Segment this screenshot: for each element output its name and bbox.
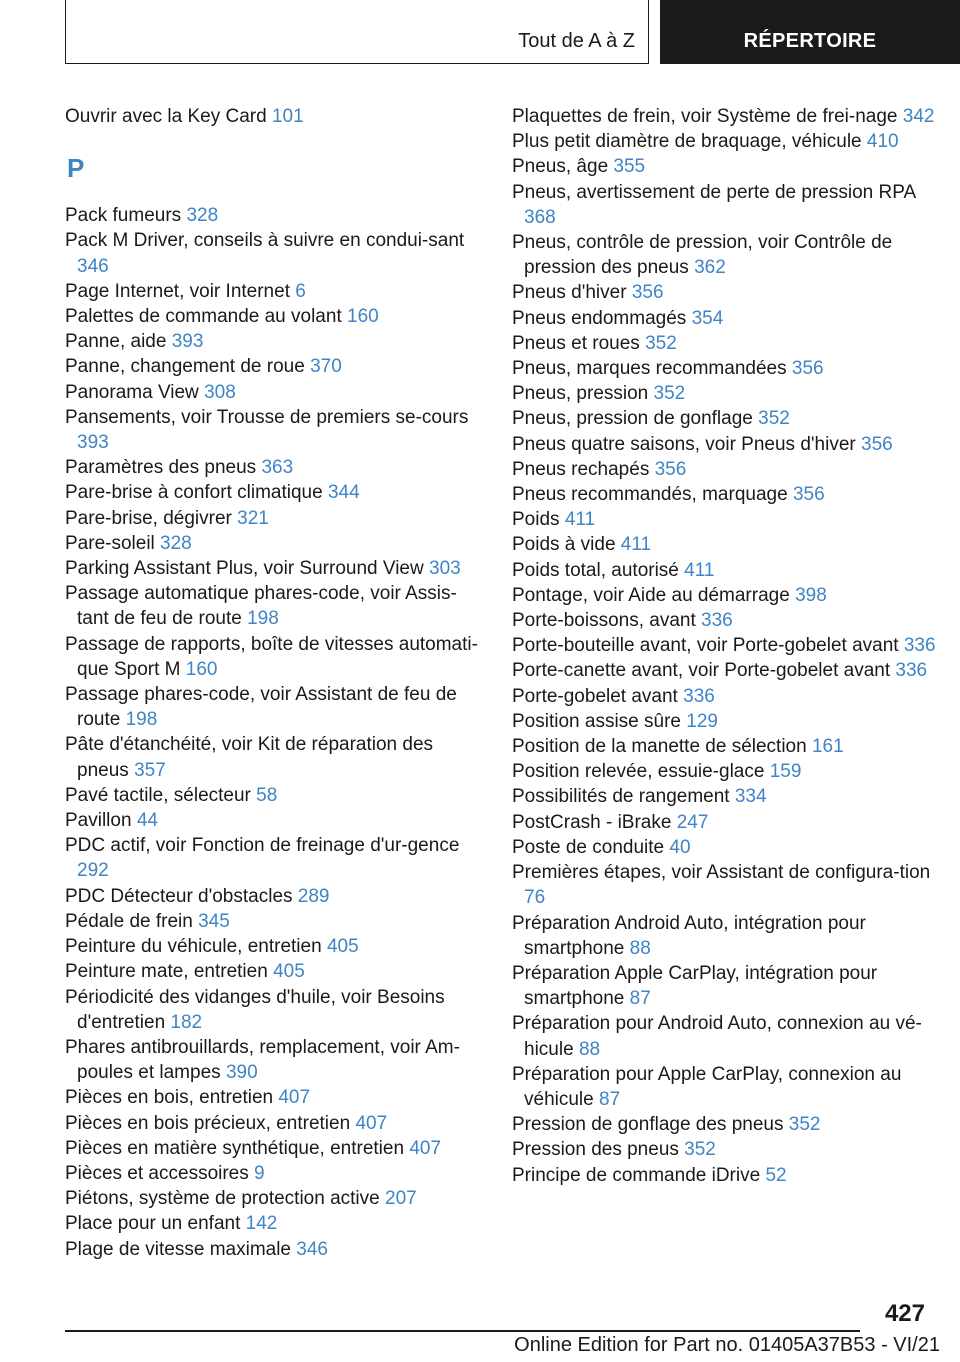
entry-page-link[interactable]: 334 (734, 786, 767, 808)
index-entry (65, 480, 485, 505)
entry-text: Plaquettes de frein, voir Système de frei‐nage (512, 106, 898, 127)
section-header (65, 0, 649, 64)
entry-page-link[interactable]: 405 (273, 961, 305, 983)
entry-page-link[interactable]: 9 (254, 1162, 265, 1184)
entry-page-link[interactable]: 87 (599, 1088, 621, 1110)
entry-page-link[interactable]: 198 (247, 608, 279, 630)
entry-text: Panorama View (65, 381, 199, 403)
entry-text: Possibilités de rangement (512, 786, 730, 808)
index-entry (65, 1111, 485, 1136)
index-entry (512, 583, 942, 608)
index-column-right (512, 104, 942, 1188)
entry-page-link[interactable]: 303 (429, 558, 461, 580)
entry-page-link[interactable]: 101 (271, 106, 304, 127)
entry-text: Peinture mate, entretien (65, 961, 268, 983)
index-entry (512, 356, 942, 381)
entry-page-link[interactable]: 142 (245, 1213, 278, 1235)
entry-page-link[interactable]: 198 (125, 709, 158, 731)
entry-page-link[interactable]: 129 (686, 710, 718, 732)
index-entry (512, 306, 942, 331)
index-entry (512, 1163, 942, 1188)
index-entry (512, 1112, 942, 1137)
index-entry (65, 405, 485, 455)
entry-text: Pneus, pression de gonflage (512, 408, 753, 430)
entry-text: PDC actif, voir Fonction de freinage d'ur‐gence (65, 835, 460, 857)
entry-page-link[interactable]: 344 (327, 482, 360, 504)
entry-text: Pneus, pression (512, 383, 649, 405)
entry-text: Pièces en bois précieux, entretien (65, 1112, 351, 1134)
index-entry (512, 633, 942, 658)
entry-page-link[interactable]: 40 (669, 836, 691, 858)
entry-text: Pare-brise à confort climatique (65, 482, 323, 504)
entry-page-link[interactable]: 76 (524, 887, 546, 909)
entry-page-link[interactable]: 342 (902, 106, 935, 127)
entry-text: PostCrash - iBrake (512, 811, 672, 833)
entry-page-link[interactable]: 407 (409, 1137, 442, 1159)
entry-page-link[interactable]: 289 (297, 885, 330, 907)
entry-page-link[interactable]: 345 (198, 910, 230, 932)
entry-text: Pansements, voir Trousse de premiers se‐cours (65, 406, 469, 428)
entry-text: Pare-brise, dégivrer (65, 507, 232, 529)
entry-page-link[interactable]: 390 (225, 1062, 258, 1084)
index-entry (65, 783, 485, 808)
index-entry (65, 909, 485, 934)
index-entry (512, 482, 942, 507)
entry-text: Principe de commande iDrive (512, 1164, 761, 1186)
index-entry (512, 961, 942, 1011)
index-entries (512, 104, 942, 1188)
page-number: 427 (884, 1300, 925, 1327)
entry-text: Passage phares-code, voir Assistant de feu de route (65, 684, 457, 731)
index-entry (512, 835, 942, 860)
entry-text: Pneus, avertissement de perte de pression RPA (512, 181, 916, 203)
index-entry (512, 911, 942, 961)
entry-text: Pneus et roues (512, 332, 640, 354)
entry-page-link[interactable]: 346 (77, 255, 109, 277)
entry-text: PDC Détecteur d'obstacles (65, 885, 293, 907)
entry-page-link[interactable]: 355 (613, 156, 646, 178)
index-entry (512, 734, 942, 759)
entry-text: Pneus, âge (512, 156, 609, 178)
index-entry (65, 354, 485, 379)
entry-page-link[interactable]: 88 (578, 1038, 601, 1060)
entry-text: Position assise sûre (512, 710, 681, 732)
index-entry (65, 1085, 485, 1110)
index-entries (65, 203, 485, 1262)
index-letter-heading: P (67, 153, 85, 184)
entry-page-link[interactable]: 363 (261, 457, 294, 479)
entry-page-link[interactable]: 87 (629, 988, 651, 1010)
index-entry (512, 280, 942, 305)
entry-page-link[interactable]: 52 (765, 1164, 787, 1186)
entry-page-link[interactable]: 410 (866, 131, 899, 153)
entry-text: Préparation Apple CarPlay, intégration pour smartphone (512, 962, 878, 1010)
index-entry (65, 1161, 485, 1186)
entry-text: Pâte d'étanchéité, voir Kit de réparation des pneus (65, 734, 434, 781)
index-entry (512, 608, 942, 633)
entry-page-link[interactable]: 336 (895, 660, 928, 682)
index-entry (512, 432, 942, 457)
index-entry (65, 884, 485, 909)
entry-text: Pack M Driver, conseils à suivre en condui‐sant (65, 230, 465, 252)
entry-page-link[interactable]: 207 (385, 1188, 417, 1210)
entry-text: Peinture du véhicule, entretien (65, 936, 322, 958)
entry-text: Pédale de frein (65, 910, 193, 932)
entry-text: Paramètres des pneus (65, 457, 257, 479)
entry-text: Phares antibrouillards, remplacement, voir Am‐poules et lampes (65, 1036, 460, 1084)
footer-divider (65, 1330, 860, 1332)
entry-text: Pavé tactile, sélecteur (65, 784, 251, 806)
index-column-left (65, 104, 485, 1262)
entry-text: Place pour un enfant (65, 1213, 241, 1235)
index-entry (65, 1237, 485, 1262)
entry-text: Pneus endommagés (512, 307, 687, 329)
entry-page-link[interactable]: 336 (701, 610, 733, 632)
index-entry (65, 732, 485, 782)
index-entry (512, 331, 942, 356)
entry-page-link[interactable]: 58 (256, 784, 278, 806)
index-entry (65, 556, 485, 581)
entry-text: Porte-bouteille avant, voir Porte-gobelet avant (512, 635, 899, 657)
entry-page-link[interactable]: 407 (355, 1112, 388, 1134)
entry-page-link[interactable]: 356 (631, 282, 664, 304)
entry-text: Pneus recommandés, marquage (512, 484, 788, 506)
entry-text: Pièces en matière synthétique, entretien (65, 1137, 405, 1159)
entry-text: Pneus d'hiver (512, 282, 627, 304)
entry-text: Pièces en bois, entretien (65, 1087, 274, 1109)
entry-page-link[interactable]: 393 (77, 432, 109, 454)
entry-text: Premières étapes, voir Assistant de configura‐tion (512, 862, 931, 884)
entry-text: Pièces et accessoires (65, 1162, 249, 1184)
entry-text: Passage automatique phares-code, voir Assis‐tant de feu de route (65, 583, 457, 630)
index-entry (512, 784, 942, 809)
entry-text: Piétons, système de protection active (65, 1188, 380, 1210)
entry-text: Préparation pour Apple CarPlay, connexion au véhicule (512, 1063, 902, 1110)
index-entry (65, 455, 485, 480)
index-entry (512, 810, 942, 835)
entry-text: Pavillon (65, 810, 132, 832)
entry-page-link[interactable]: 352 (684, 1139, 716, 1161)
entry-text: Pression des pneus (512, 1139, 679, 1161)
entry-text: Pare-soleil (65, 532, 155, 554)
entry-page-link[interactable]: 161 (811, 736, 844, 758)
index-entry (65, 1136, 485, 1161)
entry-text: Pneus rechapés (512, 458, 650, 480)
entry-page-link[interactable]: 407 (278, 1087, 311, 1109)
entry-page-link[interactable]: 362 (694, 257, 726, 279)
entry-text: Préparation pour Android Auto, connexion au vé‐hicule (512, 1013, 922, 1060)
entry-page-link[interactable]: 356 (654, 458, 687, 480)
index-entry (65, 380, 485, 405)
entry-text: Position de la manette de sélection (512, 736, 807, 758)
entry-text: Périodicité des vidanges d'huile, voir Besoins d'entretien (65, 986, 445, 1033)
entry-page-link[interactable]: 393 (171, 331, 204, 353)
index-entry (65, 682, 485, 732)
index-entry (512, 104, 942, 129)
index-entry (65, 581, 485, 631)
entry-text: Porte-boissons, avant (512, 610, 696, 632)
entry-text: Préparation Android Auto, intégration pour smartphone (512, 912, 866, 959)
index-entry (512, 154, 942, 179)
index-entry (65, 1211, 485, 1236)
index-entry (65, 228, 485, 278)
entry-page-link[interactable]: 356 (792, 484, 825, 506)
entry-text: Pression de gonflage des pneus (512, 1114, 784, 1136)
index-entry (65, 104, 485, 129)
index-entry (512, 1062, 942, 1112)
index-entry (65, 279, 485, 304)
entry-text: Panne, changement de roue (65, 356, 305, 378)
entry-text: Passage de rapports, boîte de vitesses automati‐que Sport M (65, 633, 478, 680)
entry-page-link[interactable]: 411 (620, 534, 652, 556)
entry-page-link[interactable]: 352 (653, 383, 686, 405)
entry-text: Poste de conduite (512, 836, 665, 858)
entry-page-link[interactable]: 352 (645, 332, 677, 354)
index-entry (512, 860, 942, 910)
entry-page-link[interactable]: 159 (769, 761, 802, 783)
index-entry (512, 507, 942, 532)
index-entry (512, 381, 942, 406)
index-entry (65, 833, 485, 883)
entry-text: Poids total, autorisé (512, 559, 679, 581)
entry-page-link[interactable]: 88 (629, 937, 651, 959)
entry-page-link[interactable]: 411 (684, 559, 715, 581)
index-entry (65, 203, 485, 228)
footer-edition: Online Edition for Part no. 01405A37B53 - VI/21 (514, 1334, 940, 1356)
entry-text: Plage de vitesse maximale (65, 1238, 291, 1260)
entry-page-link[interactable]: 398 (795, 584, 827, 606)
entry-page-link[interactable]: 160 (185, 658, 218, 680)
entry-page-link[interactable]: 346 (296, 1238, 328, 1260)
entry-page-link[interactable]: 328 (186, 205, 219, 227)
entry-page-link[interactable]: 182 (170, 1011, 203, 1033)
index-entry (65, 985, 485, 1035)
index-entry (512, 532, 942, 557)
entry-text: Porte-gobelet avant (512, 685, 678, 707)
index-entry (65, 934, 485, 959)
entry-text: Ouvrir avec la Key Card (65, 106, 267, 127)
entry-text: Poids (512, 509, 560, 531)
entry-page-link[interactable]: 411 (564, 509, 596, 531)
index-entry (65, 506, 485, 531)
entry-page-link[interactable]: 352 (788, 1114, 821, 1136)
entry-text: Parking Assistant Plus, voir Surround View (65, 558, 424, 580)
chapter-tab (660, 0, 960, 64)
entry-text: Position relevée, essuie-glace (512, 761, 765, 783)
index-entry (65, 329, 485, 354)
entry-page-link[interactable]: 321 (237, 507, 269, 529)
entry-page-link[interactable]: 336 (683, 685, 715, 707)
entry-text: Pneus quatre saisons, voir Pneus d'hiver (512, 433, 856, 455)
section-label: Tout de A à Z (518, 30, 635, 52)
index-entry (65, 808, 485, 833)
index-entry (512, 129, 942, 154)
index-entry (512, 558, 942, 583)
index-entry (512, 658, 942, 683)
entry-text: Panne, aide (65, 331, 167, 353)
entry-text: Pontage, voir Aide au démarrage (512, 584, 790, 606)
index-entry (512, 1011, 942, 1061)
index-entry (65, 959, 485, 984)
index-entry (65, 304, 485, 329)
index-entry (512, 180, 942, 230)
index-entry (512, 230, 942, 280)
index-entry (65, 1186, 485, 1211)
entry-text: Palettes de commande au volant (65, 306, 342, 328)
entry-text: Pneus, marques recommandées (512, 358, 787, 380)
entry-page-link[interactable]: 336 (903, 635, 936, 657)
entry-text: Page Internet, voir Internet (65, 280, 290, 302)
entry-page-link[interactable]: 292 (77, 860, 109, 882)
entry-page-link[interactable]: 356 (861, 433, 893, 455)
index-entries-before (65, 104, 485, 129)
entry-page-link[interactable]: 328 (160, 532, 192, 554)
entry-page-link[interactable]: 352 (758, 408, 790, 430)
index-entry (512, 406, 942, 431)
entry-page-link[interactable]: 354 (691, 307, 724, 329)
entry-page-link[interactable]: 357 (134, 759, 166, 781)
entry-text: Pack fumeurs (65, 205, 182, 227)
index-entry (512, 457, 942, 482)
index-entry (65, 632, 485, 682)
entry-text: Porte-canette avant, voir Porte-gobelet avant (512, 660, 891, 682)
entry-page-link[interactable]: 6 (295, 280, 306, 302)
entry-text: Poids à vide (512, 534, 616, 556)
entry-text: Pneus, contrôle de pression, voir Contrôle de pression des pneus (512, 232, 893, 279)
entry-page-link[interactable]: 247 (676, 811, 709, 833)
entry-page-link[interactable]: 308 (204, 381, 236, 403)
entry-page-link[interactable]: 368 (524, 206, 556, 228)
entry-page-link[interactable]: 405 (326, 936, 359, 958)
entry-text: Plus petit diamètre de braquage, véhicule (512, 131, 862, 153)
entry-page-link[interactable]: 370 (310, 356, 342, 378)
index-entry (512, 709, 942, 734)
entry-page-link[interactable]: 160 (347, 306, 379, 328)
entry-page-link[interactable]: 44 (136, 810, 158, 832)
entry-page-link[interactable]: 356 (791, 358, 824, 380)
chapter-tab-label: RÉPERTOIRE (743, 30, 877, 52)
index-entry (512, 759, 942, 784)
index-entry (512, 684, 942, 709)
index-entry (65, 1035, 485, 1085)
index-entry (512, 1137, 942, 1162)
index-entry (65, 531, 485, 556)
page-header (65, 0, 960, 64)
